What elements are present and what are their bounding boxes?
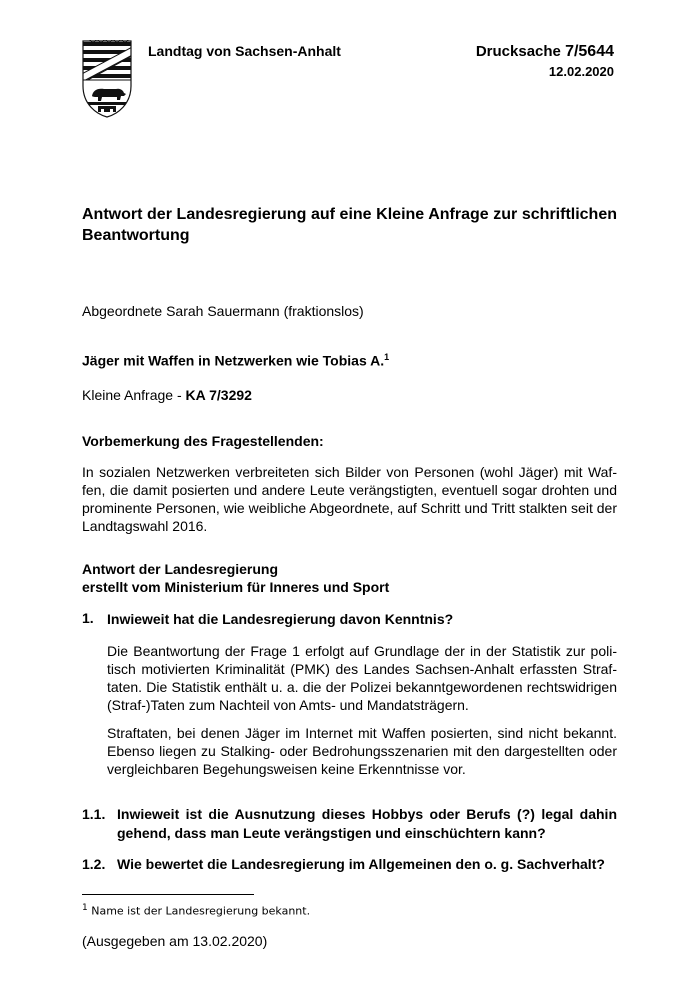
question-1-2-text: Wie bewertet die Landesregierung im Allgemeinen den o. g. Sachverhalt? bbox=[117, 856, 605, 872]
preamble-heading: Vorbemerkung des Fragestellenden: bbox=[82, 433, 324, 449]
answer-heading-line2: erstellt vom Ministerium für Inneres und Sport bbox=[82, 579, 390, 595]
institution-name: Landtag von Sachsen-Anhalt bbox=[148, 43, 341, 59]
answer-heading-line1: Antwort der Landesregierung bbox=[82, 561, 279, 577]
answer-1-para1: Die Beantwortung der Frage 1 erfolgt auf Grundlage der in der Statistik zur politisch motivierten Kriminalität (PMK) des Landes Sachsen-Anhalt erfassten Straftaten. Die Statistik enthält u. a. die der Polizei bekanntgewordenen rechtswidrigen (Straf-)Taten zum Nachteil von Amts- und Mandatsträgern. bbox=[107, 643, 617, 713]
subject-line bbox=[82, 348, 617, 370]
inquiry-label: Kleine Anfrage - bbox=[82, 387, 186, 403]
document-date: 12.02.2020 bbox=[548, 64, 614, 79]
answer-1-para2: Straftaten, bei denen Jäger im Internet mit Waffen posierten, sind nicht bekannt. Ebenso liegen zu Stalking- oder Bedrohungsszenarien mit den dargestellten oder vergleichbaren Begehungsweisen keine Erkenntnisse vor. bbox=[107, 725, 617, 777]
footnote bbox=[82, 903, 310, 918]
document-prefix: Drucksache bbox=[475, 43, 566, 60]
coat-of-arms-icon bbox=[82, 40, 132, 118]
document-title: Antwort der Landesregierung auf eine Kleine Anfrage zur schriftlichen Beantwortung bbox=[82, 206, 617, 244]
issued-date: (Ausgegeben am 13.02.2020) bbox=[82, 933, 268, 949]
preamble-text: In sozialen Netzwerken verbreiteten sich Bilder von Personen (wohl Jäger) mit Waffen, die damit posierten und andere Leute verängstigten, eventuell sogar drohten und prominente Personen, wie weibliche Abgeordnete, auf Schritt und Tritt stalkten seit der Landtagswahl 2016. bbox=[82, 464, 617, 534]
subject-text: Jäger mit Waffen in Netzwerken wie Tobias A. bbox=[82, 352, 385, 369]
footnote-text: Name ist der Landesregierung bekannt. bbox=[87, 904, 311, 918]
footnote-number: 1 bbox=[82, 903, 88, 913]
inquiry-line bbox=[82, 386, 617, 404]
document-number bbox=[476, 43, 614, 61]
question-1-1-number: 1.1. bbox=[82, 806, 106, 822]
author-line: Abgeordnete Sarah Sauermann (fraktionslos) bbox=[82, 303, 364, 319]
question-1-1-text: Inwieweit ist die Ausnutzung dieses Hobbys oder Berufs (?) legal dahin gehend, dass man Leute verängstigen und einschüchtern kann? bbox=[117, 806, 617, 841]
footnote-ref: 1 bbox=[384, 352, 390, 362]
inquiry-number: KA 7/3292 bbox=[185, 387, 252, 403]
question-1-2-number: 1.2. bbox=[82, 856, 106, 872]
question-1-number: 1. bbox=[82, 610, 94, 626]
document-number-value: 7/5644 bbox=[565, 43, 614, 60]
document-number-block bbox=[476, 43, 614, 79]
question-1-text: Inwieweit hat die Landesregierung davon Kenntnis? bbox=[107, 611, 454, 627]
footnote-divider bbox=[82, 894, 254, 895]
answer-heading bbox=[82, 560, 617, 596]
